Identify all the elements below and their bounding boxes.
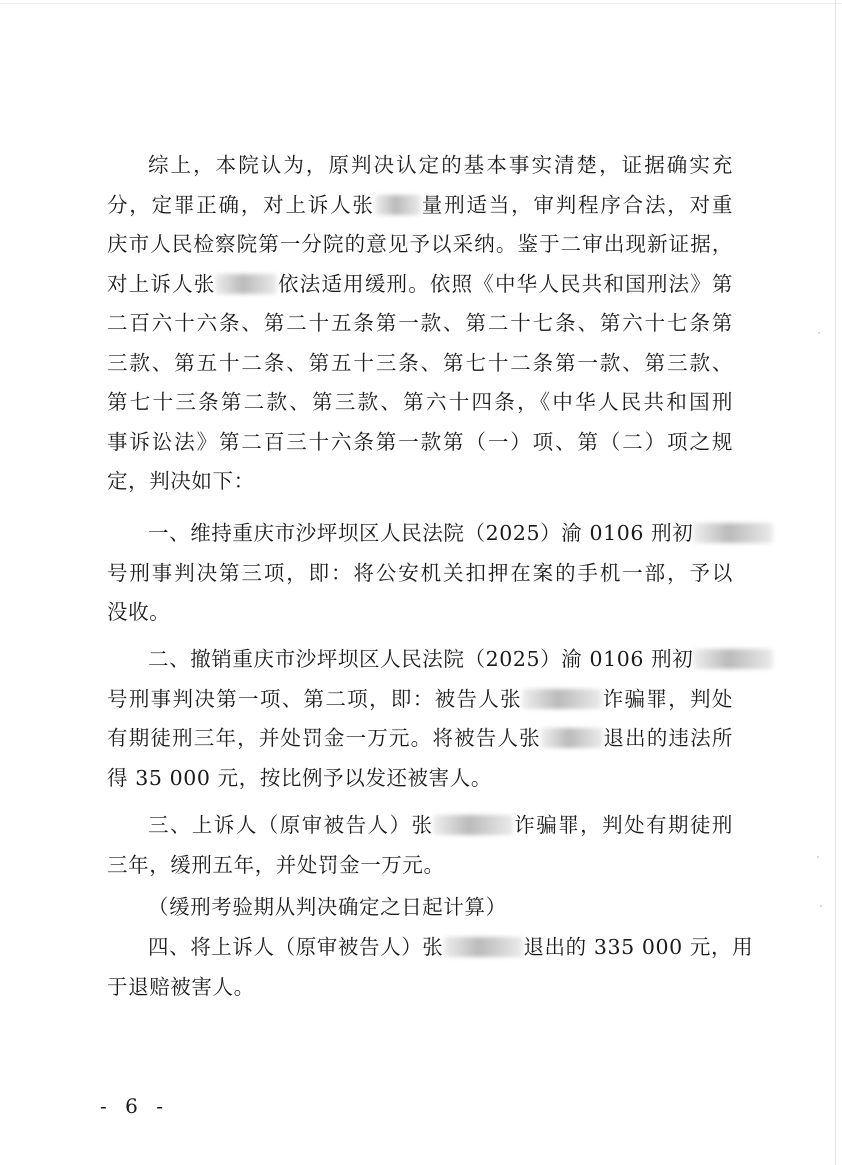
- text-line: [107, 968, 733, 1008]
- text-run: 退出的 335 000 元，用: [523, 935, 754, 959]
- text-run: 对上诉人张: [107, 271, 216, 296]
- redaction-mark: [693, 523, 773, 543]
- text-run: 二、撤销重庆市沙坪坝区人民法院（2025）渝 0106 刑初: [148, 647, 694, 671]
- text-run: 一、维持重庆市沙坪坝区人民法院（2025）渝 0106 刑初: [148, 521, 694, 545]
- text-line: [107, 225, 733, 265]
- redaction-mark: [522, 689, 602, 709]
- text-line: [107, 462, 733, 502]
- text-run: 依法适用缓刑。依照《中华人民共和国刑法》第: [277, 271, 733, 296]
- text-line: [107, 759, 733, 799]
- redaction-mark: [433, 815, 513, 835]
- text-line: [107, 680, 733, 720]
- text-line: [107, 888, 733, 928]
- text-line: [107, 640, 733, 680]
- text-run: 诈骗罪，判处有期徒刑: [513, 813, 733, 837]
- text-line: [107, 593, 733, 633]
- scan-speck: [820, 905, 822, 907]
- redaction-mark: [693, 649, 773, 669]
- redaction-mark: [375, 195, 421, 215]
- text-run: 号刑事判决第三项，即：将公安机关扣押在案的手机一部，予以: [107, 560, 733, 585]
- text-run: 分，定罪正确，对上诉人张: [107, 192, 375, 217]
- text-line: [107, 423, 733, 463]
- paragraph-item-three: [107, 806, 733, 885]
- text-run: 三、上诉人（原审被告人）张: [148, 813, 434, 837]
- text-run: 庆市人民检察院第一分院的意见予以采纳。鉴于二审出现新证据，: [107, 232, 733, 256]
- page-top-edge: [0, 3, 842, 4]
- paragraph-item-two: [107, 640, 733, 798]
- text-run: 定，判决如下：: [107, 469, 255, 493]
- text-run: 综上，本院认为，原判决认定的基本事实清楚，证据确实充: [148, 153, 733, 177]
- text-line: [107, 514, 733, 554]
- redaction-mark: [541, 728, 603, 748]
- text-line: [107, 383, 733, 423]
- paragraph-conclusion: [107, 146, 733, 502]
- text-run: 得 35 000 元，按比例予以发还被害人。: [107, 765, 492, 790]
- text-line: [107, 146, 733, 186]
- text-run: 退出的违法所: [602, 726, 733, 750]
- text-run: 三款、第五十二条、第五十三条、第七十二条第一款、第三款、: [107, 350, 733, 375]
- text-run: （缓刑考验期从判决确定之日起计算）: [148, 895, 507, 919]
- text-line: [107, 186, 733, 226]
- redaction-mark: [215, 274, 277, 294]
- paragraph-item-one: [107, 514, 733, 633]
- page-number: - 6 -: [100, 1094, 169, 1118]
- text-run: 二百六十六条、第二十五条第一款、第二十七条、第六十七条第: [107, 311, 733, 335]
- scan-speck: [817, 856, 819, 858]
- paragraph-probation-note: [107, 888, 733, 928]
- text-line: [107, 806, 733, 846]
- text-run: 三年，缓刑五年，并处罚金一万元。: [107, 852, 445, 877]
- text-run: 事诉讼法》第二百三十六条第一款第（一）项、第（二）项之规: [107, 429, 733, 454]
- text-line: [107, 928, 754, 968]
- text-run: 于退赔被害人。: [107, 974, 255, 999]
- scan-speck: [818, 332, 820, 334]
- text-run: 第七十三条第二款、第三款、第六十四条，《中华人民共和国刑: [107, 390, 733, 414]
- text-run: 号刑事判决第一项、第二项，即：被告人张: [107, 686, 522, 711]
- paragraph-item-four: [107, 928, 754, 1007]
- text-line: [107, 554, 733, 594]
- text-run: 没收。: [107, 600, 171, 624]
- text-run: 量刑适当，审判程序合法，对重: [420, 192, 733, 217]
- text-line: [107, 719, 733, 759]
- text-line: [107, 304, 733, 344]
- text-line: [107, 344, 733, 384]
- text-line: [107, 265, 733, 305]
- text-run: 有期徒刑三年，并处罚金一万元。将被告人张: [107, 726, 541, 750]
- text-line: [107, 846, 733, 886]
- text-run: 四、将上诉人（原审被告人）张: [148, 935, 444, 959]
- text-run: 诈骗罪，判处: [601, 686, 733, 711]
- page-right-edge: [835, 0, 836, 1165]
- redaction-mark: [443, 937, 523, 957]
